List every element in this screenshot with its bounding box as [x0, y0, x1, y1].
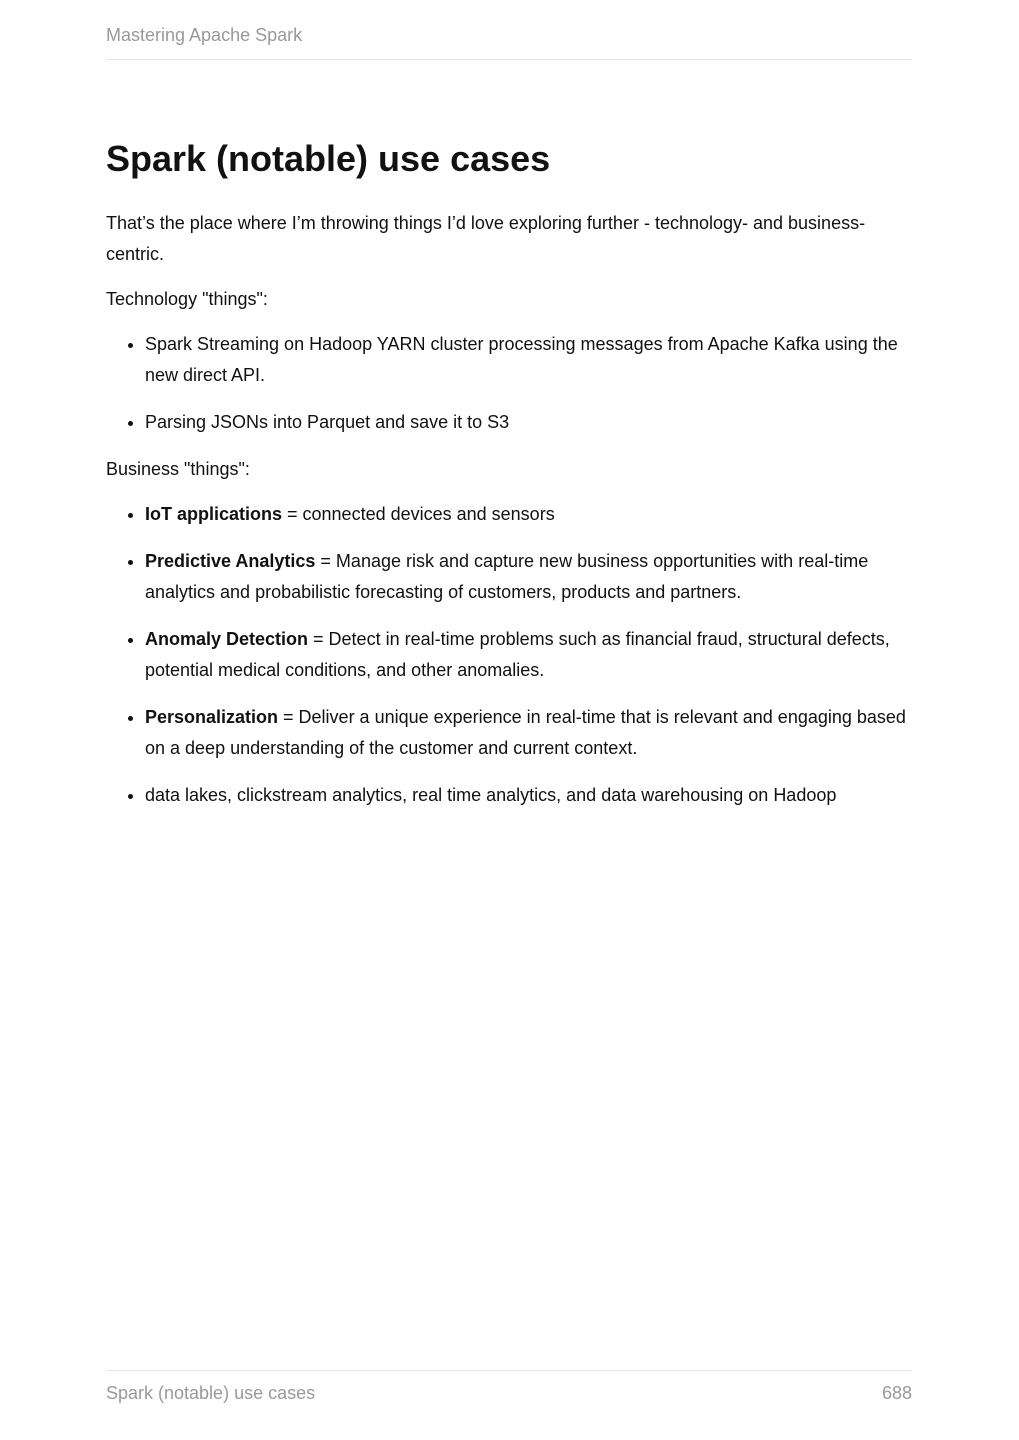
description: = Manage risk and capture new business opportunities with real-time analytics and probabilistic forecasting of customers, products and partners.: [145, 551, 869, 602]
term: Predictive Analytics: [145, 551, 316, 571]
list-item: • Parsing JSONs into Parquet and save it to S3: [145, 407, 912, 438]
list-item: [145, 546, 912, 608]
tech-heading: Technology "things":: [106, 289, 268, 309]
running-footer: [106, 1370, 912, 1404]
list-item: [145, 499, 912, 530]
content: [106, 138, 912, 827]
page-title: Spark (notable) use cases: [106, 138, 551, 179]
list-item: [145, 702, 912, 764]
list-item: • Spark Streaming on Hadoop YARN cluster processing messages from Apache Kafka using the new direct API.: [145, 329, 912, 391]
business-heading: Business "things":: [106, 459, 250, 479]
description: = Deliver a unique experience in real-time that is relevant and engaging based on a deep understanding of the customer and current context.: [145, 707, 906, 758]
term: Personalization: [145, 707, 279, 727]
list-item: [145, 624, 912, 686]
list-item: • data lakes, clickstream analytics, real time analytics, and data warehousing on Hadoop: [145, 780, 912, 811]
description: = Detect in real-time problems such as financial fraud, structural defects, potential medical conditions, and other anomalies.: [145, 629, 890, 680]
footer-section: Spark (notable) use cases: [106, 1383, 316, 1403]
description: = connected devices and sensors: [282, 504, 555, 524]
business-list: [106, 499, 912, 811]
term: Anomaly Detection: [145, 629, 309, 649]
intro-paragraph: That’s the place where I’m throwing things I’d love exploring further - technology- and business-centric.: [106, 213, 866, 264]
term: IoT applications: [145, 504, 283, 524]
tech-list: [106, 329, 912, 438]
running-header: Mastering Apache Spark: [106, 25, 912, 60]
page-number: 688: [881, 1383, 912, 1403]
